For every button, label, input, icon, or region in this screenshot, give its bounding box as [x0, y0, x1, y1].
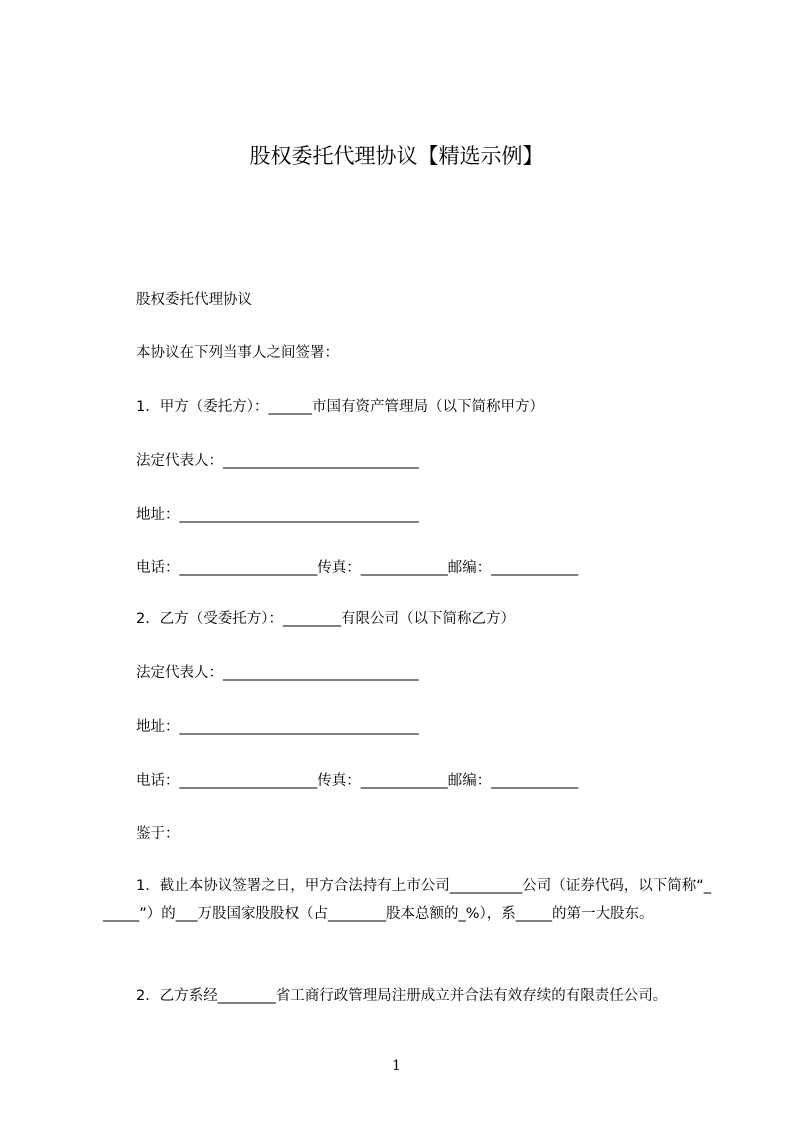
party-a-representative: 法定代表人：___________________________: [136, 453, 419, 469]
party-b-address: 地址：_________________________________: [136, 719, 419, 735]
page-number: 1: [392, 1058, 401, 1074]
whereas-label: 鉴于：: [136, 826, 180, 842]
intro-text: 本协议在下列当事人之间签署：: [136, 345, 339, 361]
party-a-address: 地址：_________________________________: [136, 507, 419, 523]
party-a-contact: 电话：___________________传真：____________邮编：____________: [136, 560, 579, 576]
party-b-representative: 法定代表人：___________________________: [136, 665, 419, 681]
clause-2: 2．乙方系经________省工商行政管理局注册成立并合法有效存续的有限责任公司。: [136, 988, 668, 1004]
clause-1: 1．截止本协议签署之日，甲方合法持有上市公司__________公司（证券代码，以下简称“______”）的___万股国家股股权（占________股本总额的_%），系_____的第一大股东。: [103, 878, 711, 922]
party-a-line: 1．甲方（委托方）：______市国有资产管理局（以下简称甲方）: [136, 399, 544, 415]
document-title: 股权委托代理协议【精选示例】: [249, 144, 544, 168]
party-b-contact: 电话：___________________传真：____________邮编：____________: [136, 773, 579, 789]
agreement-heading: 股权委托代理协议: [136, 292, 252, 308]
party-b-line: 2．乙方（受委托方）：________有限公司（以下简称乙方）: [136, 611, 515, 627]
